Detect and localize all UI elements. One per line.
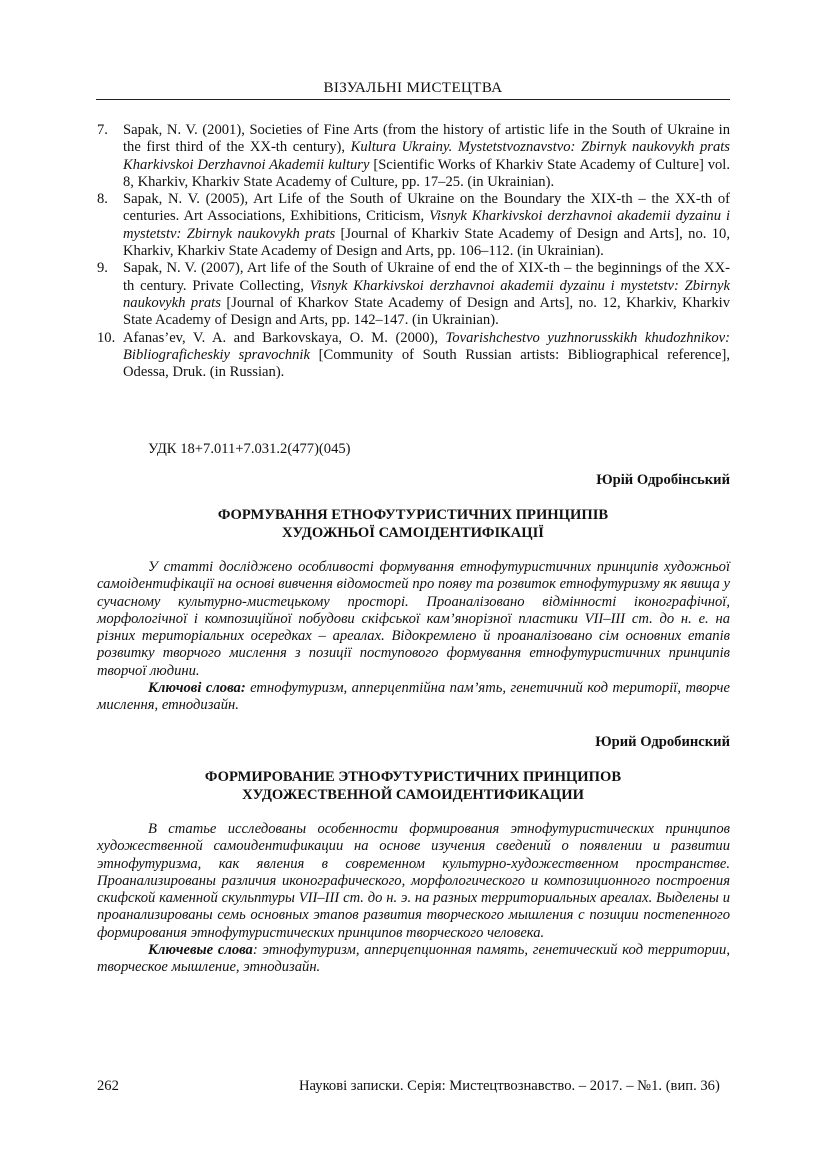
title-line: ФОРМИРОВАНИЕ ЭТНОФУТУРИСТИЧНИХ ПРИНЦИПОВ	[204, 769, 622, 785]
reference-item	[97, 330, 730, 382]
reference-tail: [Scientific Works of Kharkiv State Academy of Culture] vol. 8, Kharkiv, Kharkiv State Academy of Culture, pp. 17–25. (in Ukrainian).	[123, 156, 731, 190]
reference-text	[123, 260, 730, 329]
abstract-text: У статті досліджено особливості формування етнофутуристичних принципів художньої самоідентифікації на основі вивчення відомостей про появу та розвиток етнофутуризму як явища у сучасному культурно-мистецькому просторі. Проаналізовано відмінності іконографічної, морфологічної і композиційної побудови скіфської кам’янорізної пластики VII–III ст. до н. е. на різних територіальних осередках – ареалах. Відокремлено й проаналізовано сім основних етапів розвитку творчого мислення з позиції поступового формування етнофутуристичних принципів творчої людини.	[97, 559, 730, 679]
reference-item	[97, 191, 730, 260]
reference-tail: [Community of South Russian artists: Bibliographical reference], Odessa, Druk. (in Russian).	[123, 346, 730, 381]
title-line: ХУДОЖЕСТВЕННОЙ САМОИДЕНТИФИКАЦИИ	[242, 786, 584, 803]
journal-citation: Наукові записки. Серія: Мистецтвознавство. – 2017. – №1. (вип. 36)	[299, 1078, 720, 1094]
reference-tail: [Journal of Kharkov State Academy of Design and Arts], no. 12, Kharkiv, Kharkiv State Academy of Design and Arts, pp. 142–147. (in Ukrainian).	[123, 294, 730, 329]
reference-body: Sapak, N. V. (2001), Societies of Fine Arts (from the history of artistic life in the South of Ukraine in the first third of the XX-th century),	[123, 122, 730, 156]
reference-body: Sapak, N. V. (2007), Art life of the South of Ukraine of end the of XIX-th – the beginnings of the XX-th century. Private Collecting,	[123, 260, 730, 294]
udc-code: УДК 18+7.011+7.031.2(477)(045)	[148, 441, 351, 457]
title-line: ФОРМУВАННЯ ЕТНОФУТУРИСТИЧНИХ ПРИНЦИПІВ	[217, 507, 609, 523]
reference-source: Kultura Ukrainy. Mystetstvoznavstvo: Zbirnyk naukovykh prats Kharkivskoi Derzhavnoi Akademii kultury	[123, 139, 730, 173]
reference-number: 9.	[97, 260, 108, 277]
reference-body: Sapak, N. V. (2005), Art Life of the South of Ukraine on the Boundary the XIX-th – the XX-th of centuries. Art Associations, Exhibitions, Criticism,	[123, 191, 730, 225]
reference-number: 10.	[97, 329, 116, 346]
keywords-line	[97, 680, 730, 715]
reference-text	[123, 122, 730, 191]
reference-source: Visnyk Kharkivskoi derzhavnoi akademii dyzainu i mystetstv: Zbirnyk naukovykh prats	[123, 208, 731, 242]
reference-text	[123, 191, 730, 260]
keywords-text: : этнофутуризм, апперцепционная память, генетический код территории, творческое мышление, этнодизайн.	[97, 942, 730, 976]
abstract-text: В статье исследованы особенности формирования этнофутуристических принципов художественной самоидентификации на основе изучения сведений о появлении и развитии этнофутуризма, как явления в современном культурно-художественном пространстве. Проанализированы различия иконографического, морфологического и композиционного построения скифской каменной скульптуры VII–III ст. до н. э. на разных территориальных ареалах. Выделены и проанализированы семь основных этапов развития творческого мышления с позиции постепенного формирования этнофутуристических принципов творческого человека.	[97, 821, 730, 941]
reference-tail: [Journal of Kharkiv State Academy of Design and Arts], no. 10, Kharkiv, Kharkiv State Academy of Design and Arts, pp. 106–112. (in Ukrainian).	[123, 225, 730, 260]
keywords-label: Ключевые слова	[148, 942, 253, 959]
reference-item	[97, 122, 730, 191]
reference-list	[97, 122, 730, 381]
reference-text	[123, 330, 730, 382]
abstract-russian	[97, 821, 730, 977]
article-title-russian	[96, 769, 730, 804]
author-name-russian: Юрий Одробинский	[595, 734, 730, 750]
author-name-ukrainian: Юрій Одробінський	[596, 472, 730, 488]
page-number: 262	[97, 1078, 119, 1094]
article-title-ukrainian	[96, 507, 730, 542]
keywords-label: Ключові слова:	[148, 680, 246, 697]
header-rule	[96, 99, 730, 100]
reference-item	[97, 260, 730, 329]
abstract-ukrainian	[97, 559, 730, 715]
keywords-text: етнофутуризм, апперцептійна пам’ять, генетичний код території, творче мислення, етнодизайн.	[97, 680, 730, 714]
reference-source: Tovarishchestvo yuzhnorusskikh khudozhnikov: Bibliograficheskiy spravochnik	[123, 329, 730, 363]
reference-number: 7.	[97, 122, 108, 138]
title-line: ХУДОЖНЬОЇ САМОІДЕНТИФІКАЦІЇ	[282, 524, 544, 541]
reference-source: Visnyk Kharkivskoi derzhavnoi akademii dyzainu i mystetstv: Zbirnyk naukovykh prats	[123, 277, 730, 311]
reference-body: Afanas’ev, V. A. and Barkovskaya, O. M. (2000),	[123, 329, 446, 346]
keywords-line	[97, 942, 730, 977]
running-title: ВІЗУАЛЬНІ МИСТЕЦТВА	[323, 80, 503, 96]
reference-number: 8.	[97, 191, 108, 208]
